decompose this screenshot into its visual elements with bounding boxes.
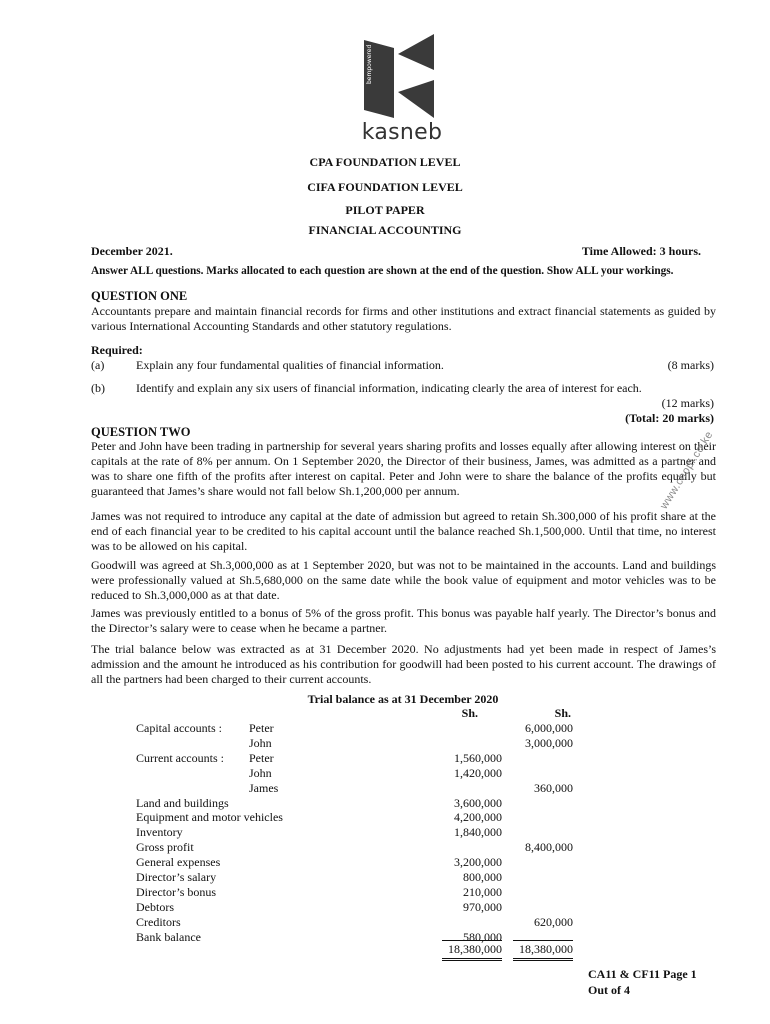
required-label: Required: (91, 343, 143, 357)
part-a-text: Explain any four fundamental qualities of financial information. (136, 358, 444, 372)
table-row (0, 840, 770, 855)
table-row (0, 915, 770, 930)
header-line-3: PILOT PAPER (345, 203, 425, 217)
row-debit: 3,200,000 (454, 855, 502, 870)
row-debit: 970,000 (463, 899, 502, 914)
row-sublabel: John (249, 765, 272, 780)
question-one-title: QUESTION ONE (91, 289, 188, 303)
row-label: Inventory (136, 825, 183, 840)
table-row (0, 736, 770, 751)
credit-column-header: Sh. (554, 706, 571, 720)
table-row (0, 751, 770, 766)
row-label: Current accounts : (136, 750, 224, 765)
question-one-intro: Accountants prepare and maintain financial records for firms and other institutions and extract financial statements as guided by various International Accounting Standards and other statutory regulations. (91, 304, 716, 333)
row-debit: 1,560,000 (454, 750, 502, 765)
row-credit: 620,000 (534, 914, 573, 929)
row-credit: 8,400,000 (525, 840, 573, 855)
question-two-title: QUESTION TWO (91, 425, 191, 439)
row-debit: 1,420,000 (454, 765, 502, 780)
table-row (0, 781, 770, 796)
header-line-2: CIFA FOUNDATION LEVEL (307, 180, 463, 194)
row-label: Creditors (136, 914, 181, 929)
row-debit: 800,000 (463, 870, 502, 884)
table-row (0, 885, 770, 900)
table-row (0, 870, 770, 885)
row-label: Gross profit (136, 840, 194, 855)
table-row (0, 810, 770, 825)
table-row (0, 900, 770, 915)
trial-balance-header (0, 706, 770, 721)
question-two-para-5: The trial balance below was extracted as at 31 December 2020. No adjustments had yet been made in respect of James’s admission and the amount he introduced as his contribution for goodwill had been posted to his current account. The drawings of all the partners had been charged to their current accounts. (91, 642, 716, 686)
question-two-para-1: Peter and John have been trading in partnership for several years sharing profits and losses equally after allowing interest on their capitals at the rate of 8% per annum. On 1 September 2020, the Director of their business, James, was admitted as a partner and was to share one fifth of the profits after interest on capital. Peter and John were to share the balance of the profits equally but guaranteed that James’s share would not fall below Sh.1,200,000 per annum. (91, 439, 716, 498)
table-row (0, 825, 770, 840)
debit-subtotal-rule (442, 940, 502, 941)
table-row (0, 766, 770, 781)
header-line-4: FINANCIAL ACCOUNTING (308, 223, 462, 237)
row-label: General expenses (136, 855, 221, 870)
row-label: Director’s bonus (136, 884, 217, 899)
part-a-marks: (8 marks) (667, 358, 714, 372)
row-label: Equipment and motor vehicles (136, 810, 283, 825)
instructions: Answer ALL questions. Marks allocated to each question are shown at the end of the question. Show ALL your workings. (91, 265, 674, 277)
table-row (0, 796, 770, 811)
trial-balance-totals (0, 942, 770, 957)
row-label: Director’s salary (136, 870, 217, 884)
part-b-marks: (12 marks) (661, 396, 714, 410)
total-debit: 18,380,000 (448, 942, 502, 956)
debit-total-rule-1 (442, 958, 502, 959)
row-label: Land and buildings (136, 795, 229, 810)
row-debit: 3,600,000 (454, 795, 502, 810)
question-two-para-3: Goodwill was agreed at Sh.3,000,000 as at 1 September 2020, but was not to be maintained in the accounts. Land and buildings were professionally valued at Sh.5,680,000 on the same date while the book value of equipment and motor vehicles was to be reduced to Sh.3,000,000 as at that date. (91, 558, 716, 602)
row-sublabel: John (249, 735, 272, 750)
table-row (0, 855, 770, 870)
footer-page-total: Out of 4 (588, 983, 630, 997)
footer-page-number: CA11 & CF11 Page 1 (588, 967, 697, 981)
row-credit: 3,000,000 (525, 735, 573, 750)
question-two-para-2: James was not required to introduce any capital at the date of admission but agreed to retain Sh.300,000 of his profit share at the end of each financial year to be credited to his capital account until the balance reached Sh.1,500,000. Until that time, no interest was to be allowed on his capital. (91, 509, 716, 553)
credit-total-rule-1 (513, 958, 573, 959)
credit-subtotal-rule (513, 940, 573, 941)
question-two-para-4: James was previously entitled to a bonus of 5% of the gross profit. This bonus was payable half yearly. The Director’s bonus and the Director’s salary were to cease when he became a partner. (91, 606, 716, 635)
part-a-label: (a) (91, 358, 105, 372)
page-footer (588, 966, 697, 998)
header-line-1: CPA FOUNDATION LEVEL (309, 155, 461, 169)
row-label: Bank balance (136, 929, 201, 944)
row-credit: 360,000 (534, 780, 573, 795)
time-allowed: Time Allowed: 3 hours. (581, 244, 701, 258)
kasneb-k-icon (364, 34, 440, 120)
row-credit: 6,000,000 (525, 721, 573, 735)
debit-total-rule-2 (442, 960, 502, 961)
row-sublabel: Peter (249, 721, 274, 735)
table-row (0, 721, 770, 736)
logo-tagline: bempowered (366, 44, 373, 84)
kasneb-logo (356, 34, 446, 146)
row-label: Debtors (136, 899, 174, 914)
row-sublabel: Peter (249, 750, 274, 765)
trial-balance-title: Trial balance as at 31 December 2020 (307, 692, 499, 706)
row-debit: 1,840,000 (454, 825, 502, 840)
total-credit: 18,380,000 (519, 942, 573, 956)
row-debit: 580,000 (463, 929, 502, 944)
part-b-text: Identify and explain any six users of financial information, indicating clearly the area of interest for each. (136, 381, 642, 395)
debit-column-header: Sh. (461, 706, 478, 720)
row-label: Capital accounts : (136, 721, 222, 735)
row-debit: 210,000 (463, 884, 502, 899)
row-sublabel: James (249, 780, 279, 795)
part-b-label: (b) (91, 381, 105, 395)
credit-total-rule-2 (513, 960, 573, 961)
exam-date: December 2021. (91, 244, 173, 258)
watermark: www.chopi.co.ke (658, 429, 716, 512)
row-debit: 4,200,000 (454, 810, 502, 825)
logo-wordmark: kasneb (361, 120, 443, 145)
question-one-total: (Total: 20 marks) (625, 411, 714, 425)
